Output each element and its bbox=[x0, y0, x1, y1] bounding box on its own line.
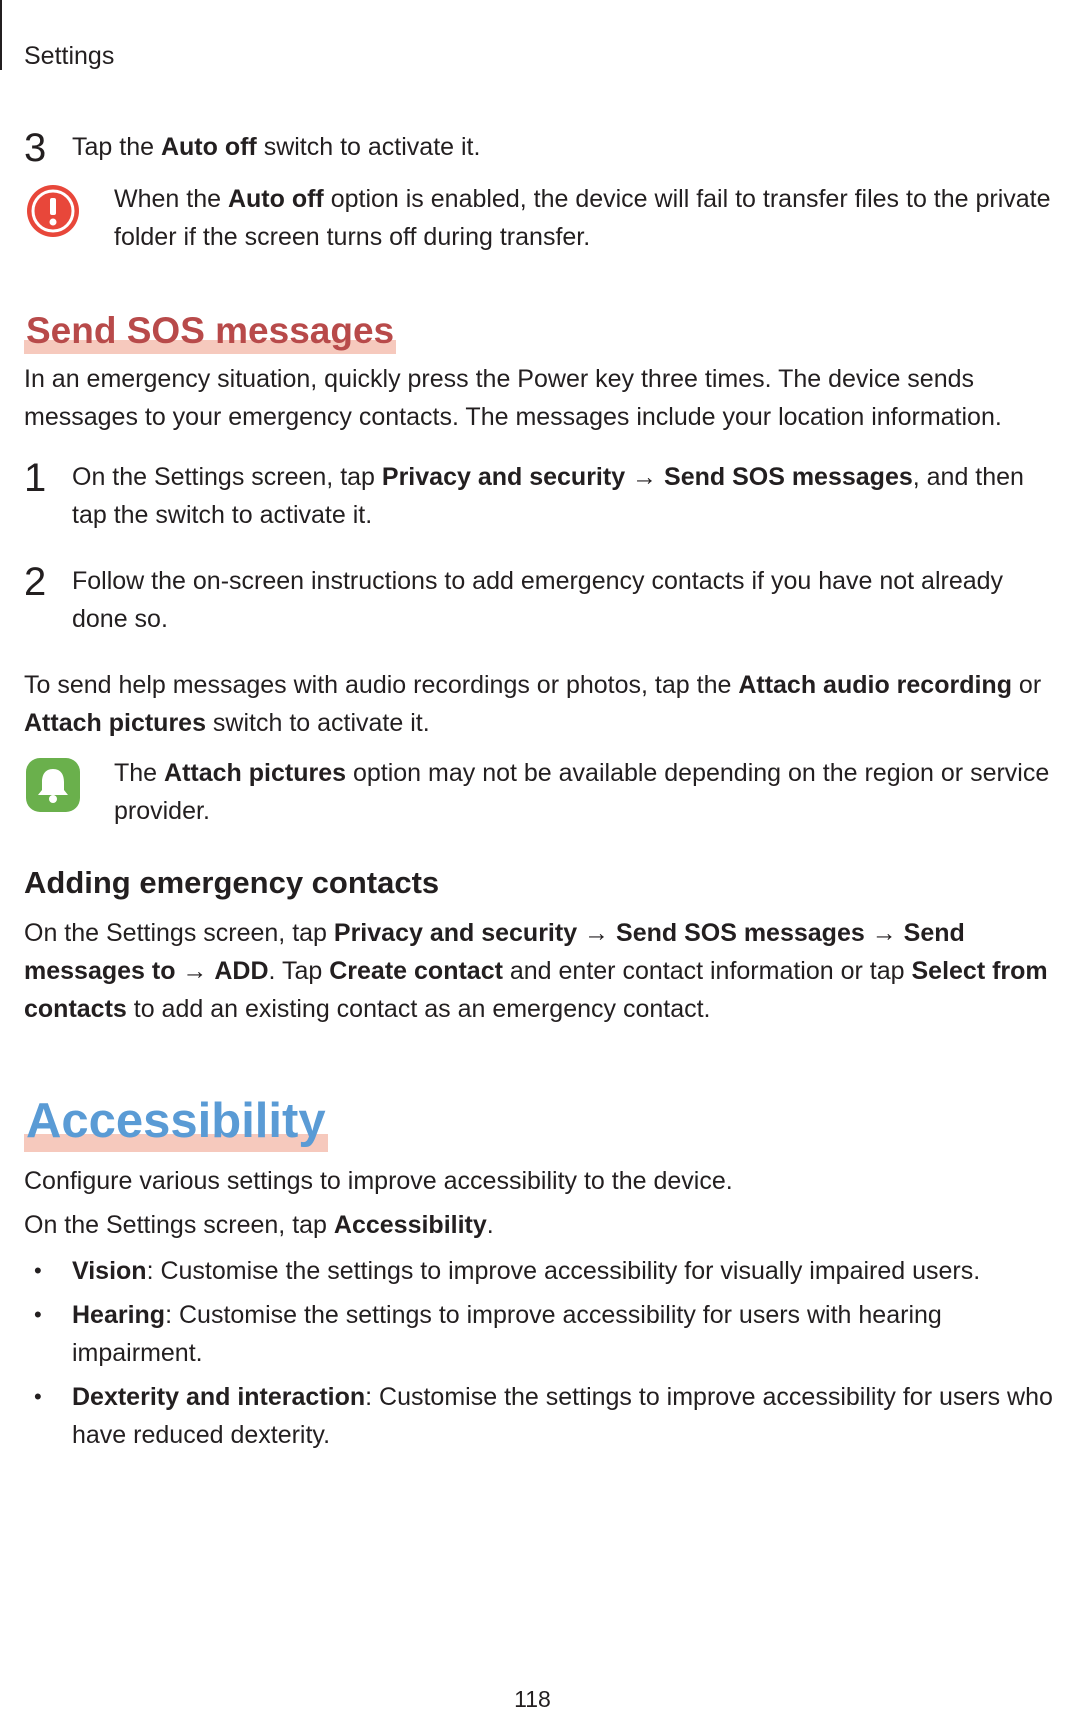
step-text: On the Settings screen, tap bbox=[72, 463, 382, 491]
paragraph-bold: Create contact bbox=[329, 957, 503, 985]
list-item-vision bbox=[24, 1252, 1064, 1290]
list-item-dexterity bbox=[24, 1378, 1064, 1454]
bullet-dot: • bbox=[34, 1384, 42, 1409]
attach-paragraph bbox=[24, 666, 1064, 742]
item-name: Hearing bbox=[72, 1301, 166, 1329]
step-text: Tap the bbox=[72, 133, 161, 161]
note-text: When the bbox=[114, 185, 228, 213]
sos-step-2 bbox=[24, 562, 1064, 638]
step-text: Follow the on-screen instructions to add emergency contacts if you have not already done so. bbox=[72, 567, 1004, 633]
step-bold: Auto off bbox=[160, 133, 257, 161]
step-arrow: → bbox=[625, 463, 665, 491]
step-bold: Privacy and security bbox=[381, 463, 626, 491]
bullet-dot: • bbox=[34, 1302, 42, 1327]
paragraph-text: and enter contact information or tap bbox=[502, 957, 912, 985]
paragraph-text: to add an existing contact as an emergency contact. bbox=[126, 995, 711, 1023]
note-bold: Auto off bbox=[227, 185, 324, 213]
warning-note bbox=[24, 180, 1064, 256]
note-text: The bbox=[114, 759, 165, 787]
paragraph-arrow: → bbox=[175, 957, 215, 985]
accessibility-list bbox=[24, 1252, 1064, 1454]
paragraph-bold: Send messages to bbox=[24, 919, 965, 985]
running-header: Settings bbox=[24, 42, 115, 70]
step-number: 3 bbox=[24, 126, 47, 170]
accessibility-path bbox=[24, 1206, 1064, 1244]
item-name: Dexterity and interaction bbox=[72, 1383, 366, 1411]
paragraph-text: . Tap bbox=[268, 957, 330, 985]
step-text: switch to activate it. bbox=[256, 133, 481, 161]
sos-intro: In an emergency situation, quickly press the Power key three times. The device sends messages to your emergency contacts. The messages include your location information. bbox=[24, 365, 1002, 431]
subsection-title-contacts: Adding emergency contacts bbox=[24, 865, 440, 900]
paragraph-text: or bbox=[1011, 671, 1042, 699]
item-desc: : Customise the settings to improve accessibility for users who have reduced dexterity. bbox=[72, 1383, 1053, 1449]
paragraph-text: switch to activate it. bbox=[205, 709, 430, 737]
paragraph-bold: Send SOS messages bbox=[616, 919, 865, 947]
page-edge-line bbox=[0, 0, 2, 70]
paragraph-bold: ADD bbox=[214, 957, 269, 985]
paragraph-text: On the Settings screen, tap bbox=[24, 1211, 334, 1239]
paragraph-arrow: → bbox=[864, 919, 904, 947]
item-desc: : Customise the settings to improve accessibility for visually impaired users. bbox=[146, 1257, 981, 1285]
paragraph-bold: Accessibility bbox=[333, 1211, 487, 1239]
accessibility-intro: Configure various settings to improve accessibility to the device. bbox=[24, 1167, 733, 1195]
warning-icon bbox=[24, 182, 82, 240]
section-title-sos: Send SOS messages bbox=[24, 308, 396, 354]
item-desc: : Customise the settings to improve accessibility for users with hearing impairment. bbox=[72, 1301, 942, 1367]
paragraph-text: To send help messages with audio recordings or photos, tap the bbox=[24, 671, 739, 699]
contacts-paragraph bbox=[24, 914, 1064, 1028]
paragraph-bold: Privacy and security bbox=[333, 919, 578, 947]
bell-icon bbox=[24, 756, 82, 814]
section-title-accessibility: Accessibility bbox=[24, 1090, 328, 1152]
note-bold: Attach pictures bbox=[164, 759, 347, 787]
bullet-dot: • bbox=[34, 1258, 42, 1283]
page-content bbox=[24, 128, 1064, 1460]
paragraph-arrow: → bbox=[577, 919, 617, 947]
note-text: option is enabled, the device will fail to transfer files to the private folder if the screen turns off during transfer. bbox=[114, 185, 1051, 251]
item-name: Vision bbox=[72, 1257, 147, 1285]
sos-step-1 bbox=[24, 458, 1064, 534]
page-number: 118 bbox=[514, 1686, 551, 1712]
paragraph-text: On the Settings screen, tap bbox=[24, 919, 334, 947]
paragraph-bold: Attach pictures bbox=[24, 709, 206, 737]
step-text: , and then tap the switch to activate it. bbox=[72, 463, 1024, 529]
list-item-hearing bbox=[24, 1296, 1064, 1372]
note-text: option may not be available depending on the region or service provider. bbox=[114, 759, 1050, 825]
paragraph-bold: Select from contacts bbox=[24, 957, 1048, 1023]
notice-note bbox=[24, 754, 1064, 830]
step-3 bbox=[24, 126, 1064, 170]
paragraph-bold: Attach audio recording bbox=[738, 671, 1012, 699]
step-number: 2 bbox=[24, 560, 47, 604]
step-bold: Send SOS messages bbox=[664, 463, 913, 491]
step-number: 1 bbox=[24, 456, 47, 500]
paragraph-text: . bbox=[486, 1211, 494, 1239]
